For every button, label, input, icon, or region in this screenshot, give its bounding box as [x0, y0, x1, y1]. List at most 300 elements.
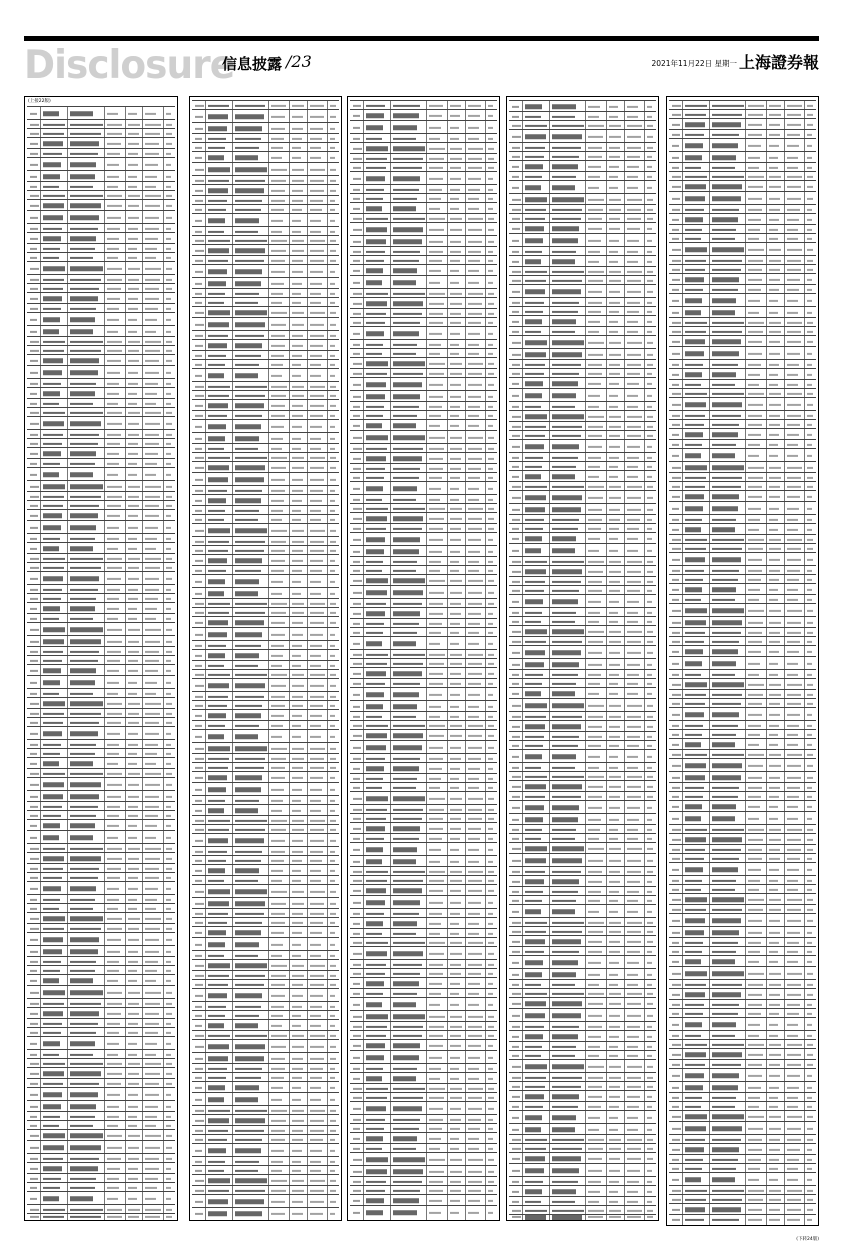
table-cell — [525, 828, 541, 830]
table-cell — [145, 1215, 160, 1217]
table-cell — [588, 692, 599, 694]
table-cell — [70, 123, 103, 125]
table-cell — [145, 526, 158, 528]
table-cell — [366, 312, 386, 314]
table-cell — [145, 1115, 157, 1117]
table-cell — [609, 1157, 620, 1159]
table-cell — [30, 247, 37, 249]
table-cell — [712, 733, 737, 735]
table-cell — [552, 1127, 575, 1133]
table-cell — [552, 1200, 575, 1202]
table-cell — [70, 411, 103, 413]
table-cell — [107, 960, 120, 962]
table-cell — [195, 115, 203, 117]
table-cell — [353, 1003, 360, 1005]
table-cell — [627, 930, 642, 932]
table-cell — [429, 312, 443, 314]
table-cell — [807, 650, 812, 652]
table-cell — [292, 447, 301, 449]
table-cell — [429, 517, 444, 519]
table-cell — [525, 1200, 540, 1202]
table-cell — [429, 259, 441, 261]
table-cell — [769, 1043, 781, 1045]
table-cell — [43, 772, 65, 774]
table-cell — [552, 319, 577, 325]
table-cell — [70, 1124, 93, 1126]
table-cell — [450, 240, 461, 242]
table-cell — [512, 301, 520, 303]
table-cell — [166, 256, 170, 258]
table-cell — [30, 359, 38, 361]
table-cell — [292, 414, 303, 416]
table-row — [350, 791, 497, 805]
table-cell — [552, 495, 583, 501]
table-cell — [310, 168, 325, 170]
table-cell — [672, 743, 679, 745]
table-cell — [748, 363, 760, 365]
table-cell — [627, 330, 638, 332]
table-cell — [647, 673, 652, 675]
table-cell — [166, 1093, 171, 1095]
table-cell — [208, 1178, 230, 1184]
table-cell — [330, 799, 335, 801]
table-cell — [512, 124, 521, 126]
table-cell — [672, 495, 680, 497]
table-cell — [627, 227, 640, 229]
table-cell — [712, 1138, 741, 1140]
table-cell — [807, 1115, 813, 1117]
table-cell — [685, 1096, 701, 1098]
table-cell — [310, 621, 324, 623]
table-cell — [208, 912, 228, 914]
table-cell — [512, 415, 521, 417]
table-cell — [468, 436, 483, 438]
table-cell — [552, 124, 584, 126]
table-cell — [310, 1138, 323, 1140]
table-cell — [393, 631, 418, 633]
table-cell — [609, 899, 618, 901]
table-cell — [30, 917, 39, 919]
table-cell — [30, 1157, 38, 1159]
table-cell — [512, 1157, 520, 1159]
table-cell — [468, 1170, 483, 1172]
table-cell — [310, 1098, 321, 1100]
table-cell — [588, 434, 602, 436]
table-cell — [107, 330, 118, 332]
table-cell — [107, 1186, 119, 1188]
table-cell — [208, 385, 230, 387]
table-cell — [70, 823, 95, 829]
table-cell — [366, 486, 382, 492]
table-cell — [353, 467, 361, 469]
table-cell — [748, 1053, 763, 1055]
table-cell — [685, 888, 700, 890]
table-cell — [393, 280, 416, 286]
table-cell — [310, 1200, 324, 1202]
table-cell — [488, 362, 494, 364]
table-cell — [330, 549, 336, 551]
table-cell — [43, 537, 60, 539]
table-cell — [525, 662, 544, 668]
table-cell — [712, 682, 744, 688]
table-cell — [30, 1022, 38, 1024]
table-cell — [330, 259, 336, 261]
table-cell — [271, 819, 286, 821]
table-cell — [128, 1177, 138, 1179]
table-cell — [748, 443, 760, 445]
table-row — [192, 1039, 339, 1053]
table-cell — [748, 495, 761, 497]
table-cell — [310, 828, 325, 830]
table-cell — [450, 424, 459, 426]
table-cell — [310, 385, 325, 387]
table-cell — [450, 797, 462, 799]
table-cell — [609, 828, 618, 830]
table-cell — [145, 1105, 158, 1107]
table-cell — [166, 349, 172, 351]
table-cell — [552, 1115, 577, 1121]
table-cell — [107, 950, 120, 952]
table-cell — [353, 517, 362, 519]
table-cell — [787, 879, 799, 881]
table-cell — [353, 837, 360, 839]
table-cell — [128, 824, 137, 826]
table-cell — [627, 198, 642, 200]
table-cell — [30, 927, 39, 929]
table-cell — [588, 1105, 600, 1107]
table-cell — [672, 414, 680, 416]
table-cell — [512, 1045, 519, 1047]
table-cell — [208, 766, 228, 768]
table-cell — [429, 848, 441, 850]
table-cell — [208, 489, 227, 491]
table-cell — [145, 371, 158, 373]
table-cell — [512, 870, 520, 872]
table-cell — [588, 1045, 600, 1047]
table-cell — [769, 1198, 781, 1200]
table-cell — [429, 457, 443, 459]
table-cell — [748, 908, 763, 910]
table-row — [27, 571, 175, 585]
table-cell — [627, 940, 641, 942]
table-cell — [588, 1128, 599, 1130]
table-cell — [525, 527, 542, 529]
table-cell — [330, 540, 336, 542]
table-cell — [609, 950, 620, 952]
table-cell — [685, 1198, 706, 1200]
table-cell — [292, 1005, 302, 1007]
table-cell — [70, 382, 96, 384]
table-cell — [43, 123, 65, 125]
table-cell — [30, 1002, 39, 1004]
table-cell — [208, 414, 227, 416]
table-cell — [366, 176, 385, 182]
table-cell — [353, 104, 361, 106]
table-cell — [235, 889, 267, 895]
table-cell — [685, 321, 707, 323]
table-cell — [166, 152, 171, 154]
table-cell — [685, 897, 707, 903]
table-cell — [292, 1086, 301, 1088]
table-cell — [166, 227, 171, 229]
table-cell — [70, 1022, 98, 1024]
table-cell — [70, 141, 100, 147]
table-cell — [672, 838, 681, 840]
table-cell — [429, 922, 441, 924]
table-cell — [271, 1138, 284, 1140]
table-cell — [748, 403, 763, 405]
table-cell — [271, 208, 283, 210]
table-cell — [271, 839, 285, 841]
table-cell — [145, 659, 158, 661]
table-cell — [195, 1005, 202, 1007]
table-cell — [195, 1149, 202, 1151]
table-cell — [70, 266, 103, 272]
table-cell — [166, 1115, 171, 1117]
table-cell — [647, 1180, 652, 1182]
table-cell — [588, 828, 600, 830]
table-cell — [30, 1197, 37, 1199]
table-cell — [393, 786, 416, 788]
table-cell — [366, 560, 382, 562]
table-cell — [712, 363, 738, 365]
table-row — [669, 1172, 816, 1186]
table-cell — [512, 847, 521, 849]
table-cell — [310, 964, 325, 966]
table-cell — [552, 682, 577, 684]
table-cell — [450, 1180, 461, 1182]
table-cell — [588, 456, 600, 458]
table-cell — [271, 344, 284, 346]
table-cell — [807, 1127, 813, 1129]
table-cell — [353, 383, 361, 385]
table-cell — [685, 228, 701, 230]
table-cell — [672, 144, 679, 146]
table-cell — [235, 1118, 266, 1124]
table-cell — [769, 868, 779, 870]
table-cell — [366, 137, 381, 139]
table-cell — [712, 133, 740, 135]
table-cell — [43, 472, 59, 478]
table-cell — [807, 693, 813, 695]
table-row — [669, 1214, 816, 1224]
table-cell — [429, 447, 444, 449]
table-cell — [166, 857, 172, 859]
table-cell — [468, 166, 482, 168]
table-cell — [647, 806, 652, 808]
table-row — [509, 645, 656, 659]
table-column-5 — [666, 96, 819, 1226]
table-cell — [450, 1118, 461, 1120]
table-cell — [787, 538, 802, 540]
table-cell — [712, 277, 740, 283]
table-cell — [525, 939, 545, 945]
table-cell — [145, 278, 160, 280]
table-cell — [208, 155, 223, 161]
table-cell — [512, 890, 519, 892]
table-cell — [512, 600, 519, 602]
table-cell — [235, 403, 264, 409]
table-cell — [128, 607, 137, 609]
table-cell — [488, 860, 492, 862]
table-cell — [310, 1160, 322, 1162]
table-cell — [488, 228, 494, 230]
table-cell — [271, 334, 285, 336]
table-cell — [512, 704, 521, 706]
table-cell — [807, 311, 811, 313]
table-cell — [292, 788, 302, 790]
table-cell — [627, 1128, 638, 1130]
table-cell — [769, 795, 779, 797]
table-cell — [429, 114, 441, 116]
table-cell — [647, 518, 652, 520]
table-cell — [107, 1197, 118, 1199]
table-cell — [807, 609, 813, 611]
table-cell — [627, 260, 638, 262]
table-cell — [235, 558, 263, 564]
table-cell — [43, 805, 62, 807]
table-cell — [488, 817, 494, 819]
table-cell — [353, 922, 360, 924]
table-cell — [366, 631, 382, 633]
table-cell — [366, 507, 388, 509]
table-cell — [647, 620, 651, 622]
table-cell — [292, 714, 302, 716]
table-cell — [292, 1149, 302, 1151]
table-cell — [145, 1042, 157, 1044]
table-cell — [70, 203, 101, 209]
table-cell — [525, 175, 541, 177]
table-row — [192, 678, 339, 692]
table-cell — [70, 949, 98, 955]
table-cell — [107, 721, 121, 723]
table-cell — [647, 715, 653, 717]
table-cell — [468, 922, 480, 924]
table-cell — [488, 269, 493, 271]
table-cell — [330, 1179, 336, 1181]
table-cell — [672, 1148, 680, 1150]
table-cell — [672, 578, 679, 580]
table-cell — [43, 266, 65, 272]
table-cell — [128, 805, 139, 807]
table-cell — [712, 661, 737, 667]
table-cell — [468, 952, 483, 954]
table-cell — [488, 682, 493, 684]
table-cell — [748, 1034, 759, 1036]
table-cell — [552, 795, 581, 797]
table-cell — [769, 208, 780, 210]
table-cell — [145, 857, 160, 859]
table-cell — [807, 857, 812, 859]
table-cell — [488, 972, 493, 974]
table-cell — [429, 188, 441, 190]
table-cell — [488, 383, 494, 385]
table-cell — [609, 1116, 618, 1118]
table-cell — [488, 715, 492, 717]
table-cell — [807, 507, 812, 509]
table-rows — [192, 97, 339, 1220]
table-row — [350, 377, 497, 391]
table-cell — [769, 776, 780, 778]
table-cell — [43, 659, 62, 661]
table-cell — [609, 775, 621, 777]
table-cell — [107, 938, 121, 940]
table-cell — [195, 766, 203, 768]
table-cell — [468, 383, 482, 385]
table-cell — [512, 445, 520, 447]
table-cell — [70, 1082, 100, 1084]
table-cell — [70, 847, 103, 849]
table-cell — [235, 1160, 260, 1162]
table-cell — [235, 498, 261, 504]
table-cell — [70, 680, 95, 686]
table-cell — [330, 529, 336, 531]
table-cell — [145, 588, 158, 590]
table-cell — [107, 991, 123, 993]
table-cell — [769, 743, 778, 745]
table-cell — [748, 414, 762, 416]
table-cell — [769, 156, 778, 158]
table-cell — [393, 405, 419, 407]
table-cell — [30, 640, 39, 642]
table-cell — [166, 1208, 172, 1210]
table-cell — [310, 127, 323, 129]
table-cell — [145, 692, 156, 694]
table-cell — [787, 1012, 799, 1014]
table-cell — [769, 786, 780, 788]
table-cell — [128, 163, 138, 165]
table-cell — [330, 974, 336, 976]
table-cell — [208, 879, 223, 881]
table-cell — [748, 786, 761, 788]
table-cell — [468, 1158, 483, 1160]
table-cell — [70, 617, 93, 619]
table-cell — [429, 808, 444, 810]
table-cell — [292, 1212, 303, 1214]
table-cell — [43, 141, 63, 147]
table-cell — [235, 310, 267, 316]
table-cell — [145, 743, 158, 745]
table-cell — [292, 994, 303, 996]
table-cell — [292, 1024, 301, 1026]
table-cell — [353, 269, 360, 271]
table-cell — [43, 1041, 60, 1047]
table-cell — [468, 147, 483, 149]
table-cell — [128, 330, 137, 332]
table-cell — [488, 436, 494, 438]
table-cell — [235, 602, 267, 604]
table-cell — [807, 640, 812, 642]
table-cell — [353, 631, 360, 633]
table-cell — [310, 1045, 325, 1047]
table-cell — [310, 735, 321, 737]
table-cell — [807, 466, 813, 468]
table-cell — [468, 527, 482, 529]
table-cell — [208, 1189, 229, 1191]
table-cell — [271, 374, 282, 376]
table-cell — [672, 724, 679, 726]
table-cell — [712, 288, 738, 290]
table-cell — [145, 422, 160, 424]
table-cell — [769, 733, 778, 735]
table-cell — [552, 744, 578, 746]
table-cell — [672, 218, 679, 220]
table-cell — [429, 1034, 443, 1036]
table-cell — [310, 1189, 325, 1191]
table-cell — [292, 776, 303, 778]
table-cell — [685, 259, 706, 261]
table-cell — [128, 1053, 137, 1055]
